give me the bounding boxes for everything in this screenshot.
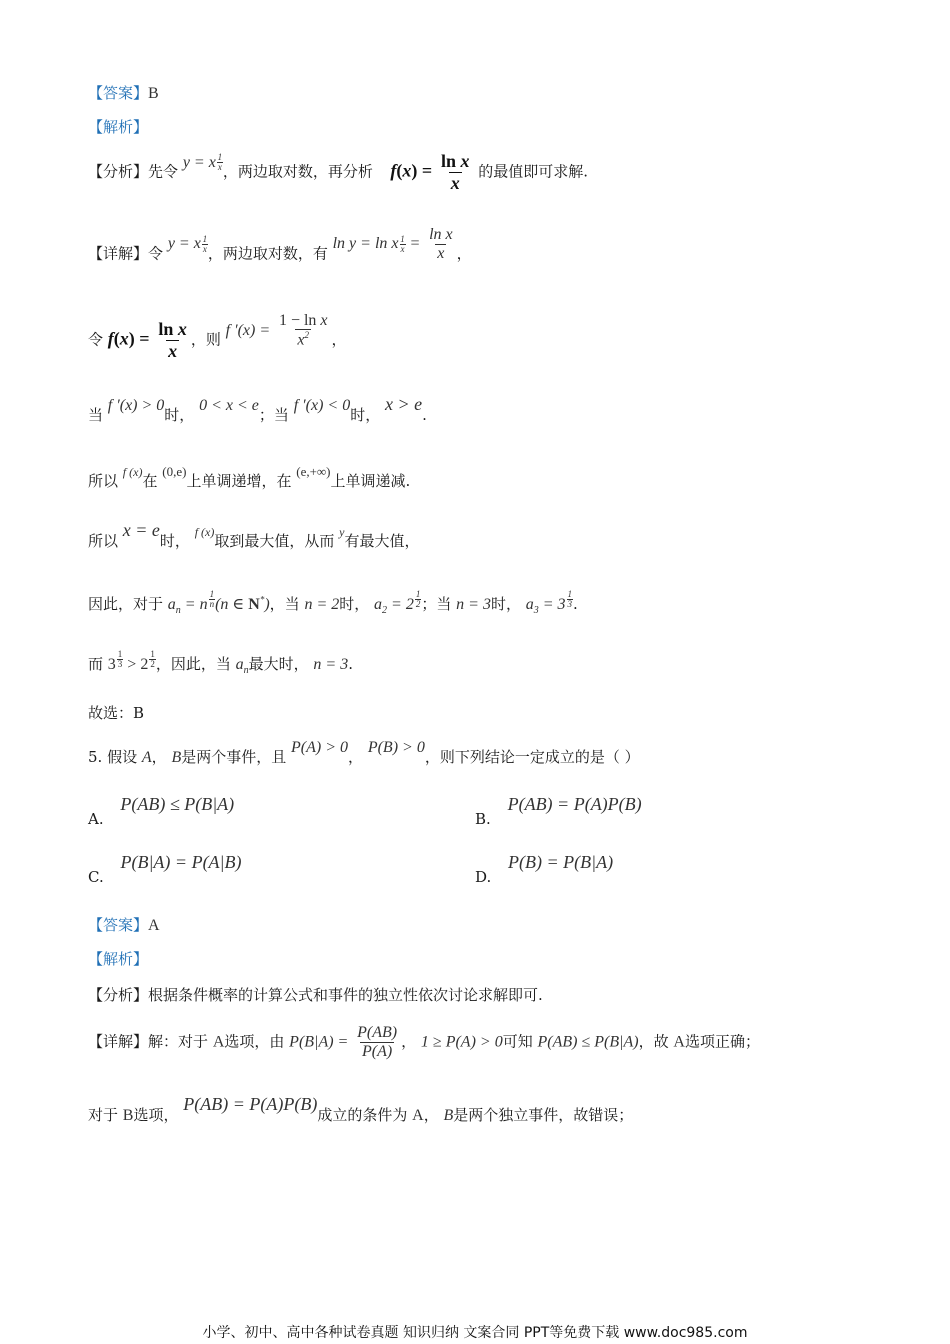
math-fprime: f ′(x) = [225, 321, 271, 339]
q5-answer-line: 【答案】A [88, 916, 160, 934]
q4-xiangjie-line-7: 而 3 $\frac{1}{3}$ > 2 $\frac{1}{2}$ ，因此，当 $a_n$最大时， n = 3. [88, 649, 353, 677]
q5-answer: A [148, 917, 160, 934]
q5-option-a[interactable]: A. P(AB) ≤ P(B|A) [88, 794, 235, 828]
q4-fenxi-line: 【分析】先令 y = x $\frac{1}{x}$ ，两边取对数，再分析 f(x) = $\frac{\text{ln x}}{x}$ 的最值即可求解. [88, 151, 589, 193]
q4-analysis-label [88, 116, 890, 137]
q4-answer: B [148, 85, 159, 102]
q5-fenxi-line: 【分析】根据条件概率的计算公式和事件的独立性依次讨论求解即可. [88, 986, 543, 1004]
q4-xiangjie-line-2: 令 f(x) = $\frac{\text{ln x}}{x}$ ，则 f ′(x) = $\frac{\text{1 − ln x}}{x^2}$ ， [88, 311, 347, 361]
q5-option-b[interactable]: B. P(AB) = P(A)P(B) [475, 794, 642, 828]
q4-xiangjie-line-4: 所以 $^{f (x)}$在 (0,e)上单调递增，在 (e,+∞)上单调递减. [88, 464, 411, 490]
q4-xiangjie-line-1: 【详解】令 y = x $\frac{1}{x}$ ，两边取对数，有 ln y = ln x $\frac{1}{x}$ = $\frac{\text{ln x}}{x}$ ， [88, 226, 472, 263]
xiangjie-label: 【详解】 [88, 244, 149, 263]
q4-conclusion: 故选：B [88, 704, 145, 722]
q5-stem: 5. 假设 A， B是两个事件，且 P(A) > 0， P(B) > 0，则下列结论一定成立的是（ ） [88, 739, 640, 766]
q5-option-d[interactable]: D. P(B) = P(B|A) [475, 852, 614, 886]
fenxi-label: 【分析】 [88, 162, 149, 181]
page-footer: 小学、初中、高中各种试卷真题 知识归纳 文案合同 PPT等免费下载 www.doc985.com [202, 1325, 748, 1341]
q4-xiangjie-line-3: 当 f ′(x) > 0时， 0 < x < e；当 f ′(x) < 0时， x > e. [88, 394, 427, 424]
q5-xiangjie-line-2: 对于 B选项， P(AB) = P(A)P(B)成立的条件为 A， B是两个独立事件，故错误； [88, 1094, 634, 1124]
analysis-label: 【解析】 [88, 118, 149, 136]
math-y-eq-x-pow: y = x $\frac{1}{x}$ [182, 152, 223, 173]
q5-option-c[interactable]: C. P(B|A) = P(A|B) [88, 852, 242, 886]
q4-xiangjie-line-6: 因此，对于 $a_n = n$ $\frac{1}{n}$ (n ∈ N*)，当 n = 2时， $a_2 = 2$ $\frac{1}{2}$ ；当 n = 3时， $a_3 = 3$ $\frac{1}{3}$ . [88, 589, 578, 617]
answer-label: 【答案】 [88, 84, 149, 102]
q4-xiangjie-line-5: 所以 x = e时， $^{f (x)}$取到最大值，从而 $^y$有最大值， [88, 520, 420, 550]
q4-answer-line [88, 82, 890, 103]
q5-xiangjie-line-1: 【详解】解：对于 A选项，由 P(B|A) = $\frac{P(AB)}{P(A)}$ ， 1 ≥ P(A) > 0可知 P(AB) ≤ P(B|A)，故 A选项正确； [88, 1024, 760, 1060]
q5-analysis-label: 【解析】 [88, 950, 149, 968]
math-ln-y: ln y = ln x $\frac{1}{x}$ = [332, 234, 421, 255]
